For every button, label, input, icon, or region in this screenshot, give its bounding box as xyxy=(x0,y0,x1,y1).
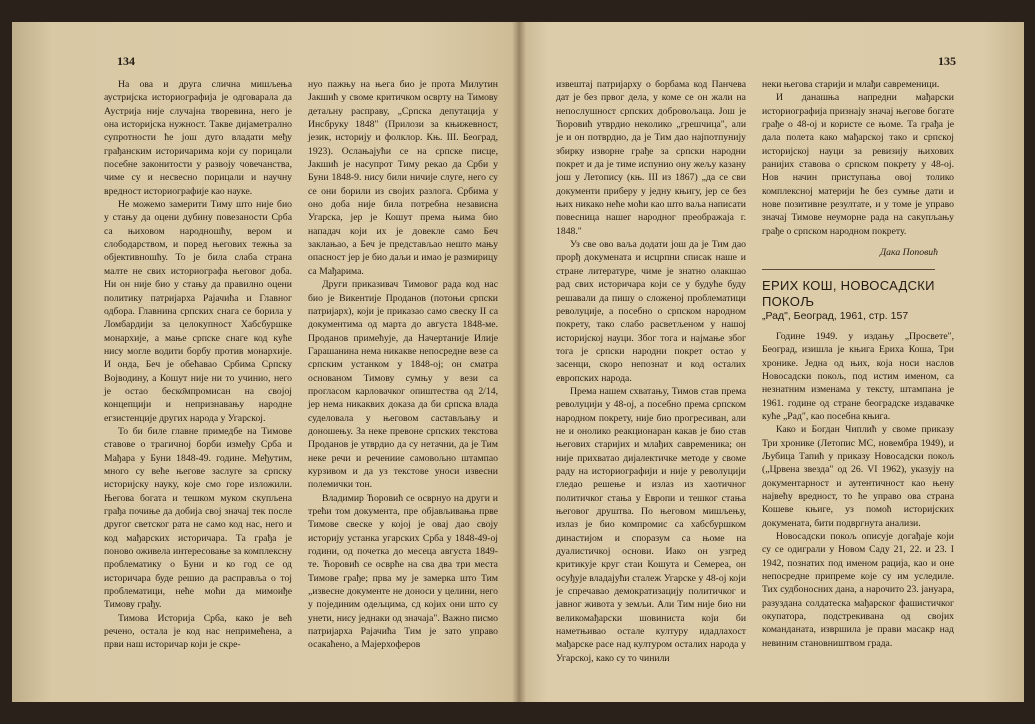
paragraph: Не можемо замерити Тиму што није био у стању да оцени дубину повезаности Срба са њиховом народношћу, вером и слободарством, и поред његових тежња за објективношћу. То је била слаба страна малте не свих историографа његовог доба. Ни он није био у стању да правилно оцени политику патријарха Рајачића и Главног одбора. Главнина српских снага се борила у Ломбардији за целокупност Хабсбуршке монархије, а мање српске снаге код куће нису могле водити борбу против монархије. И онда, Беч је обећавао Србима Српску Војводину, а Кошут није ни то учинио, него је остао беско̄мпромисан на својој концепцији и непризнавању народне егзистенције других народа у Угарској. xyxy=(104,199,292,424)
paragraph: извештај патријарху о борбама код Панчева дат је без првог дела, у коме се он жали на непослушност српских добровољаца. Још је Ћоровић утврдио неколико „грешчица", али је и он потврдио, да је Тим дао најпотпунију збирку изворне грађе за српски народни покрет и да је тиме испунио ону жељу казану још у Летопису (књ. III из 1867) „да се сви документи приберу у једну књигу, јер се без њих никако неће моћи као што ваља написати повесница нашег народног преображаја г. 1848." xyxy=(556,79,746,237)
page-number-right: 135 xyxy=(938,54,956,68)
review-publication: „Рад", Београд, 1961, стр. 157 xyxy=(762,310,909,323)
paragraph: Како и Богдан Чиплић у своме приказу Три хронике (Летопис МС, новембра 1949), и Љубица Тапић у приказу Новосадски покољ („Црвена звезда" од 26. VI 1962), указују на документарност и аутентичност као њену највећу вредност, то ће управо ова страна Кошеве књиге, уз помоћ историјских докумената, бити подвргнута анализи. xyxy=(762,424,954,529)
paragraph: Тимова Историја Срба, како је већ речено, остала је код нас непримећена, а први наш историчар који је скре- xyxy=(104,612,292,651)
paragraph: Према нашем схватању, Тимов став према револуцији у 48-ој, а посебно према српском народном покрету, није био прогресиван, али не и онолико реакционаран какав је био став његових старијих и млађих савременика; он није прихватао дијалектичке методе у своме раду на историографији и није у револуцији гледао решење и излаз из хаотичног политичког стања у Европи и тешког стања његовог друштва. По његовом мишљењу, излаз је био компромис са хабсбуршком династијом и споразум са њоме на дуалистичкој основи. Иако он узгред критикује круг стаи Кошута и Семереа, он осуђује владајући сталеж Угарске у 48-ој који је спречавао демократизацију политичког и јавног живота у земљи. Али Тим није био ни великомађарски шовиниста који би наметњивао остале културу идадлахост мађарске расе над културом осталих народа у Угарској, како су то чинили xyxy=(556,385,746,664)
divider xyxy=(762,269,935,270)
left-page xyxy=(12,22,518,702)
paragraph: неки његова старији и млађи савременици. xyxy=(762,79,940,90)
paragraph: Владимир Ћоровић се осврнуо на други и трећи том документа, пре објављивања прве Тимове свеске у којој је овај дао своју историју устанка угарских Срба у 1848-49-ој години, од почетка до месеца августа 1849-те. Ћоровић се осврће на сва два три места Тимове грађе; прва му је замерка што Тим „извесне документе не доноси у целини, него у појединим одељцима, сд којих они што су унети, нису једнаки од значаја". Важно писмо патријарха Рајачића Тим је зато управо осакаћено, а Мајерхоферов xyxy=(308,492,498,651)
paragraph: Други приказивач Тимовог рада код нас био је Викентије Проданов (потоњи српски патријарх), који је приказао само свеску II са документима од марта до августа 1848-ме. Проданов примећује, да Начертаније Илије Гарашанина нема никакве непосредне везе са српским устанком у 1848-ој; он сматра основаном Тимову сумњу у вези са прогласом карловачког опиштества од 2/14, јер нема никаквих доказа да би српска влада суделовала у његовом састављању и доношењу. За неке превоне српских текстова Проданов је утврдио да су нетачни, да је Тим неке речи и речениие самовољно штампао курзивом и да уз текстове уноси извесни полемички тон. xyxy=(308,279,498,491)
left-column-2 xyxy=(308,78,498,652)
author-signature: Дака Поповић xyxy=(880,247,938,259)
right-column-1 xyxy=(556,78,746,665)
left-column-1 xyxy=(104,78,292,652)
paragraph: нуо пажњу на њега био је прота Милутин Јакшић у своме критичком осврту на Тимову детаљну расправу, „Српска депутација у Инсбруку 1848" (Прилози за књижевност, језик, историју и фолклор. Књ. III. Београд, 1923). Ослањајући се на српске писце, Јакшић је насупрот Тиму рекао да Срби у Буни 1848-9. нису били ничије слуге, него су се они борили из својих разлога. Србима у оно доба није била потребна независна Угарска, јер је Кошут према њима био нападач који их је довекле само Беч заклањао, а Беч је представљао нешто мању опасност јер је био даљи и имао је размирицу са Мађарима. xyxy=(308,79,498,277)
right-page xyxy=(518,22,1024,702)
right-column-2 xyxy=(762,78,954,650)
book-gutter xyxy=(512,22,526,702)
review-title: ЕРИХ КОШ, НОВОСАДСКИ ПОКОЉ xyxy=(762,278,935,310)
paragraph: Новосадски покољ описује догађаје који су се одиграли у Новом Саду 21, 22. и 23. I 1942, познатих под именом рација, као и оне непосредне припреме које су им уследиле. Тих судбоносних дана, а нарочито 23. јануара, разуздана солдатеска мађарског фашистичког окупатора, подстрекивана од својих команданата, извршила је прави масакр над невиним становништвом града. xyxy=(762,530,954,649)
paragraph: То би биле главне примедбе на Тимове ставове о трагичној борби између Срба и Мађара у Буни 1848-49. године. Међутим, много су веће његове заслуге за српску историјску науку, које смо горе изложили. Његова богата и тешком муком скупљена грађа почиње да добија свој значај тек после другог светског рата не само код нас, него и код мађарских историчара. Та грађа је поново оживела интересовање за комплексну проблематику о Буни и ко год се од историчара буде решио да расправља о тој проблематици, неће моћи да мимоиђе Тимову грађу. xyxy=(104,425,292,611)
paragraph: Године 1949. у издању „Просвете", Београд, изишла је књига Ериха Коша, Три хронике. Једна од њих, која носи наслов Новосадски покољ, под истим именом, са незнатним изменама у тексту, штампана је 1961. године од стране београдске издавачке куће „Рад", као посебна књига. xyxy=(762,330,954,422)
page-number-left: 134 xyxy=(117,54,135,68)
paragraph: И данашња напредни мађарски историографија признају значај његове богате грађе о 48-ој и користе се њоме. Та грађа је дала полета како мађарској тако и српској историјској науци за ревизију њихових ранијих ставова о српском покрету у 48-ој. Нов начин приступања овој толико комплексној материји ће без сумње дати и нове позитивне резултате, и у томе је управо значај Тимове неуморне рада на сакупљању грађе о српском народном покрету. xyxy=(762,92,954,237)
paragraph: На ова и друга слична мишљења аустријска историографија је одговарала да Аустрија није случајна творевина, него је она историјска нужност. Такве дијаметрално супротности ће још дуго владати међу грађанским историчарима који су порицали посебне законитости у развоју човечанства, чиме су и несвесно порицали и научну вредност историографије као науке. xyxy=(104,79,292,197)
paragraph: Уз све ово ваља додати још да је Тим дао прорђ докумената и исцрпни списак наше и стране литературе, чиме је знатно олакшао рад свих историчара који се у будуће буду решавали да пишу о сложеној проблематици револуције, а посебно о српском народном покрету, тако слабо расветљеном у нашој историјској науци. Због тога и најмање због тога је српски народни покрет остао у засенци, скоро непознат и код осталих европских народа. xyxy=(556,239,746,384)
